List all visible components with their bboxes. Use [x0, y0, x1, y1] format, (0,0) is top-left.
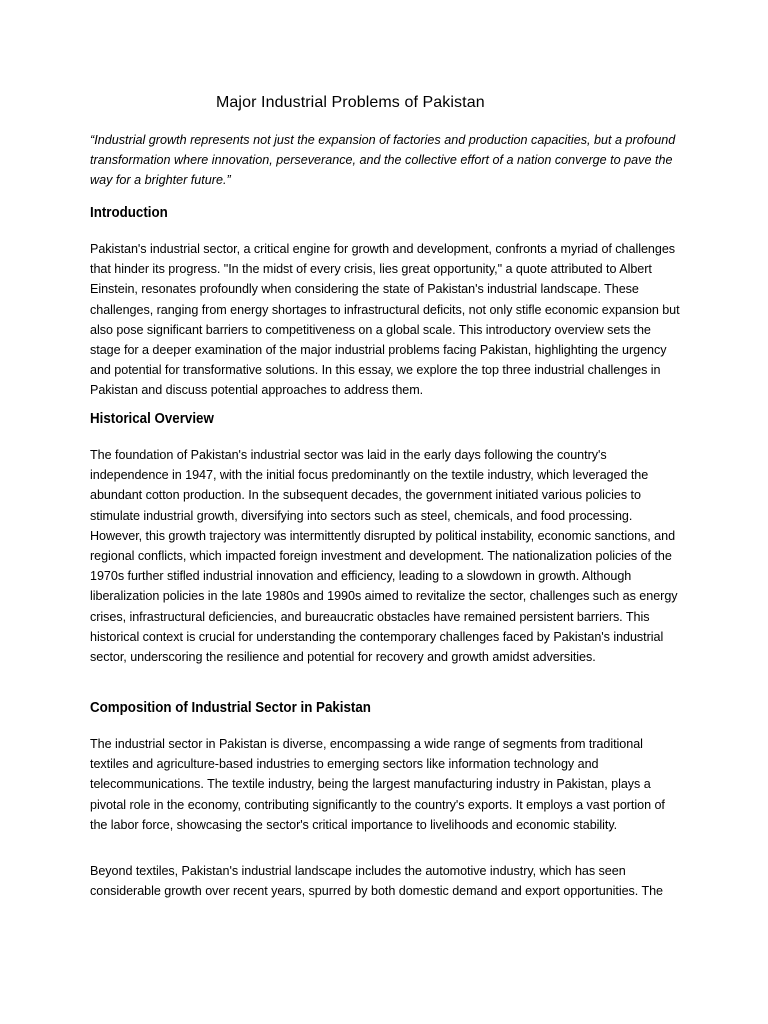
- document-title: Major Industrial Problems of Pakistan: [216, 94, 485, 111]
- section-introduction: [90, 205, 680, 401]
- section-paragraph: Beyond textiles, Pakistan's industrial landscape includes the automotive industry, which has seen considerable growth over recent years, spurred by both domestic demand and export opportunities. The: [90, 864, 664, 899]
- section-historical-overview: [90, 411, 680, 667]
- section-heading: Historical Overview: [90, 411, 214, 427]
- section-composition: [90, 700, 680, 901]
- opening-quote: “Industrial growth represents not just the expansion of factories and production capacities, but a profound transformation where innovation, perseverance, and the collective effort of a nation converge to pave the way for a brighter future.”: [90, 133, 676, 188]
- section-heading: Introduction: [90, 205, 168, 221]
- section-paragraph: Pakistan's industrial sector, a critical engine for growth and development, confronts a myriad of challenges that hinder its progress. "In the midst of every crisis, lies great opportunity," a quote attributed to Albert Einstein, resonates profoundly when considering the state of Pakistan's industrial landscape. These challenges, ranging from energy shortages to infrastructural deficits, not only stifle economic expansion but also pose significant barriers to competitiveness on a global scale. This introductory overview sets the stage for a deeper examination of the major industrial problems facing Pakistan, highlighting the urgency and potential for transformative solutions. In this essay, we explore the top three industrial challenges in Pakistan and discuss potential approaches to address them.: [90, 242, 680, 398]
- section-heading: Composition of Industrial Sector in Pakistan: [90, 700, 371, 716]
- section-paragraph: The foundation of Pakistan's industrial sector was laid in the early days following the country's independence in 1947, with the initial focus predominantly on the textile industry, which leveraged the abundant cotton production. In the subsequent decades, the government initiated various policies to stimulate industrial growth, diversifying into sectors such as steel, chemicals, and food processing. However, this growth trajectory was intermittently disrupted by political instability, economic sanctions, and regional conflicts, which impacted foreign investment and development. The nationalization policies of the 1970s further stifled industrial innovation and efficiency, leading to a slowdown in growth. Although liberalization policies in the late 1980s and 1990s aimed to revitalize the sector, challenges such as energy crises, infrastructural deficiencies, and bureaucratic obstacles have remained persistent barriers. This historical context is crucial for understanding the contemporary challenges faced by Pakistan's industrial sector, underscoring the resilience and potential for recovery and growth amidst adversities.: [90, 448, 678, 665]
- section-paragraph: The industrial sector in Pakistan is diverse, encompassing a wide range of segments from traditional textiles and agriculture-based industries to emerging sectors like information technology and telecommunications. The textile industry, being the largest manufacturing industry in Pakistan, plays a pivotal role in the economy, contributing significantly to the country's exports. It employs a vast portion of the labor force, showcasing the sector's critical importance to livelihoods and economic stability.: [90, 737, 665, 832]
